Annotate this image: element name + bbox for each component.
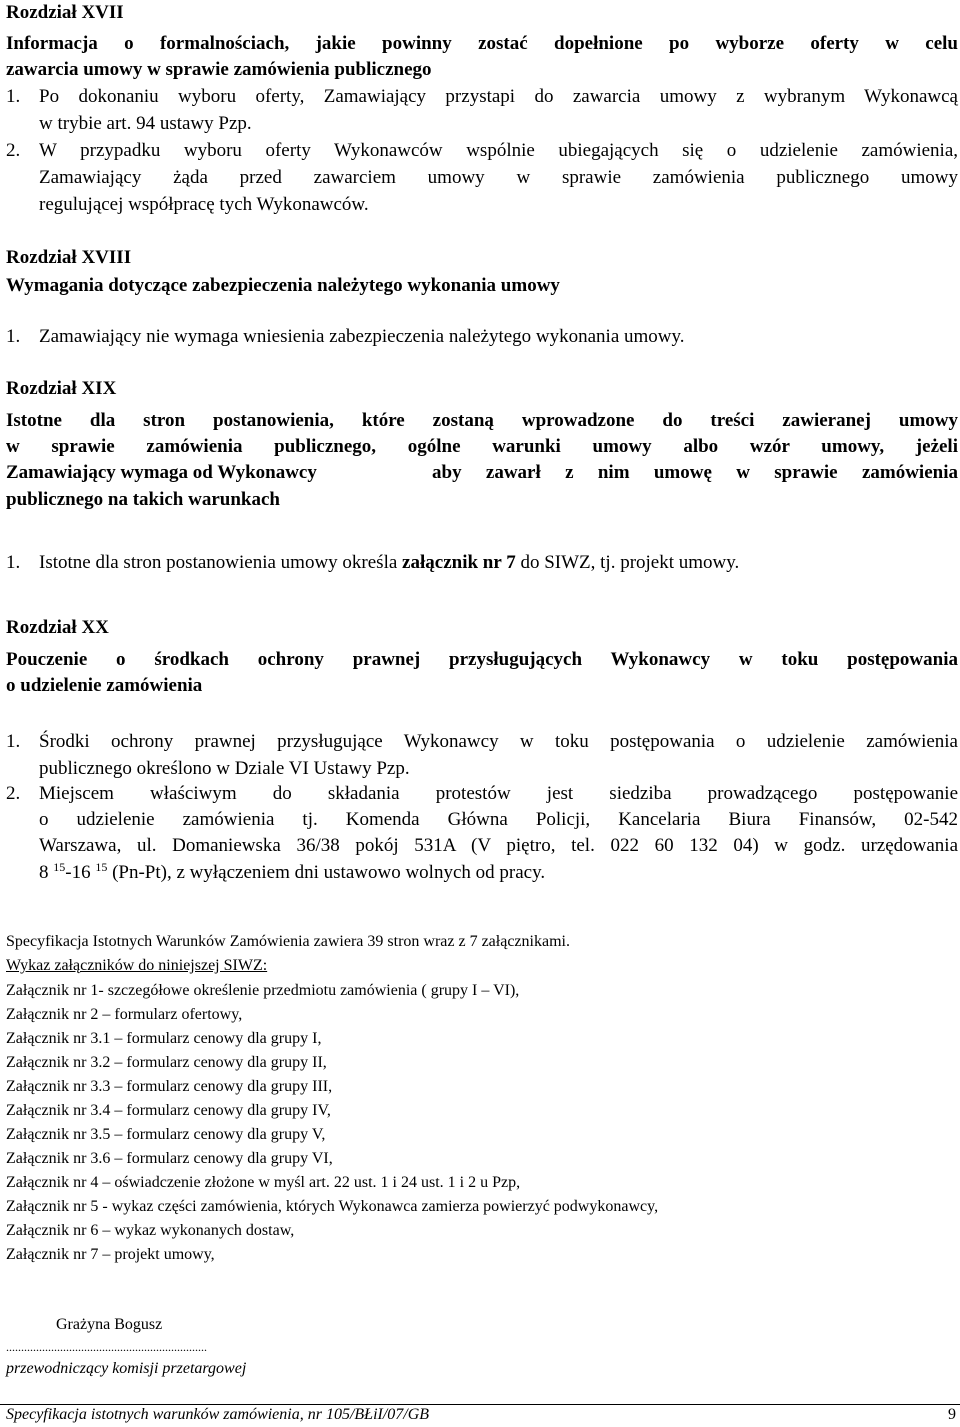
chapter-19-title-line-3b: aby zawarł z nim umowę w sprawie zamówienia xyxy=(432,462,958,483)
point-text-line: Warszawa, ul. Domaniewska 36/38 pokój 531A (V piętro, tel. 022 60 132 04) w godz. urzędowania xyxy=(39,835,958,856)
chapter-18-title: Wymagania dotyczące zabezpieczenia należytego wykonania umowy xyxy=(6,275,560,296)
attachment-item: Załącznik nr 7 – projekt umowy, xyxy=(6,1246,215,1263)
chapter-20-point-2 xyxy=(0,783,960,891)
attachment-item: Załącznik nr 3.1 – formularz cenowy dla grupy I, xyxy=(6,1030,322,1047)
chapter-17-point-1 xyxy=(0,86,960,140)
chapter-19-title-line-4: publicznego na takich warunkach xyxy=(6,489,280,510)
point-text-line: W przypadku wyboru oferty Wykonawców wspólnie ubiegających się o udzielenie zamówienia, xyxy=(39,140,958,161)
point-text: Istotne dla stron postanowienia umowy określa xyxy=(39,552,403,573)
signature-dots: ................................................................... xyxy=(6,1340,207,1354)
list-number: 1. xyxy=(6,552,21,573)
attachment-item: Załącznik nr 5 - wykaz części zamówienia, których Wykonawca zamierza powierzyć podwykonawcy, xyxy=(6,1198,659,1215)
time-minutes: 15 xyxy=(53,860,66,874)
footer-rule xyxy=(0,1404,960,1405)
point-text-line xyxy=(39,862,958,884)
chapter-17-heading: Rozdział XVII xyxy=(6,2,124,23)
chapter-19-heading: Rozdział XIX xyxy=(6,378,117,399)
attachment-item: Załącznik nr 3.2 – formularz cenowy dla grupy II, xyxy=(6,1054,327,1071)
chapter-18-point-1 xyxy=(0,326,960,353)
specification-summary: Specyfikacja Istotnych Warunków Zamówienia zawiera 39 stron wraz z 7 załącznikami. xyxy=(6,933,570,950)
page-number: 9 xyxy=(948,1406,956,1423)
chapter-20-point-1 xyxy=(0,731,960,785)
attachment-item: Załącznik nr 4 – oświadczenie złożone w myśl art. 22 ust. 1 i 24 ust. 1 i 2 u Pzp, xyxy=(6,1174,521,1191)
attachment-item: Załącznik nr 6 – wykaz wykonanych dostaw, xyxy=(6,1222,295,1239)
chapter-17-title-line-2: zawarcia umowy w sprawie zamówienia publicznego xyxy=(6,59,432,80)
point-text-line xyxy=(39,552,958,574)
chapter-20-title-line-1: Pouczenie o środkach ochrony prawnej przysługujących Wykonawcy w toku postępowania xyxy=(6,649,958,670)
chapter-17-point-2 xyxy=(0,140,960,222)
chapter-20-heading: Rozdział XX xyxy=(6,617,109,638)
attachment-item: Załącznik nr 3.6 – formularz cenowy dla grupy VI, xyxy=(6,1150,333,1167)
point-text-line: publicznego określono w Dziale VI Ustawy Pzp. xyxy=(39,758,410,779)
list-number: 2. xyxy=(6,783,21,804)
attachments-list xyxy=(6,981,658,1269)
point-text-line: o udzielenie zamówienia tj. Komenda Główna Policji, Kancelaria Biura Finansów, 02-542 xyxy=(39,809,958,830)
chapter-19-point-1 xyxy=(0,552,960,579)
footer-document-title: Specyfikacja istotnych warunków zamówienia, nr 105/BŁiI/07/GB xyxy=(6,1406,430,1423)
point-text: -16 xyxy=(65,862,96,883)
point-text-line: w trybie art. 94 ustawy Pzp. xyxy=(39,113,252,134)
signature-role: przewodniczący komisji przetargowej xyxy=(6,1360,247,1377)
point-text: (Pn-Pt), z wyłączeniem dni ustawowo wolnych od pracy. xyxy=(107,862,546,883)
chapter-19-title-line-2: w sprawie zamówienia publicznego, ogólne warunki umowy albo wzór umowy, jeżeli xyxy=(6,436,958,457)
list-number: 2. xyxy=(6,140,21,161)
list-number: 1. xyxy=(6,731,21,752)
attachment-item: Załącznik nr 3.4 – formularz cenowy dla grupy IV, xyxy=(6,1102,331,1119)
point-text-line: Środki ochrony prawnej przysługujące Wykonawcy w toku postępowania o udzielenie zamówienia xyxy=(39,731,958,752)
point-text: 8 xyxy=(39,862,54,883)
list-number: 1. xyxy=(6,326,21,347)
chapter-17-title-line-1: Informacja o formalnościach, jakie powinny zostać dopełnione po wyborze oferty w celu xyxy=(6,33,958,54)
attachments-heading: Wykaz załączników do niniejszej SIWZ: xyxy=(6,957,268,974)
list-number: 1. xyxy=(6,86,21,107)
chapter-18-heading: Rozdział XVIII xyxy=(6,247,132,268)
time-minutes: 15 xyxy=(95,860,108,874)
attachment-reference: załącznik nr 7 xyxy=(402,552,516,573)
point-text-line: Zamawiający żąda przed zawarciem umowy w sprawie zamówienia publicznego umowy xyxy=(39,167,958,188)
attachment-item: Załącznik nr 3.5 – formularz cenowy dla grupy V, xyxy=(6,1126,326,1143)
attachment-item: Załącznik nr 2 – formularz ofertowy, xyxy=(6,1006,243,1023)
chapter-19-title-line-1: Istotne dla stron postanowienia, które zostaną wprowadzone do treści zawieranej umowy xyxy=(6,410,958,431)
attachment-item: Załącznik nr 3.3 – formularz cenowy dla grupy III, xyxy=(6,1078,333,1095)
signature-name: Grażyna Bogusz xyxy=(56,1316,163,1333)
point-text-line: regulującej współpracę tych Wykonawców. xyxy=(39,194,369,215)
point-text-line: Miejscem właściwym do składania protestów jest siedziba prowadzącego postępowanie xyxy=(39,783,958,804)
point-text-line: Zamawiający nie wymaga wniesienia zabezpieczenia należytego wykonania umowy. xyxy=(39,326,685,347)
point-text-line: Po dokonaniu wyboru oferty, Zamawiający przystapi do zawarcia umowy z wybranym Wykonawcą xyxy=(39,86,958,107)
point-text: do SIWZ, tj. projekt umowy. xyxy=(515,552,740,573)
chapter-20-title-line-2: o udzielenie zamówienia xyxy=(6,675,203,696)
attachment-item: Załącznik nr 1- szczegółowe określenie przedmiotu zamówienia ( grupy I – VI), xyxy=(6,982,520,999)
chapter-19-title-line-3a: Zamawiający wymaga od Wykonawcy xyxy=(6,462,317,483)
